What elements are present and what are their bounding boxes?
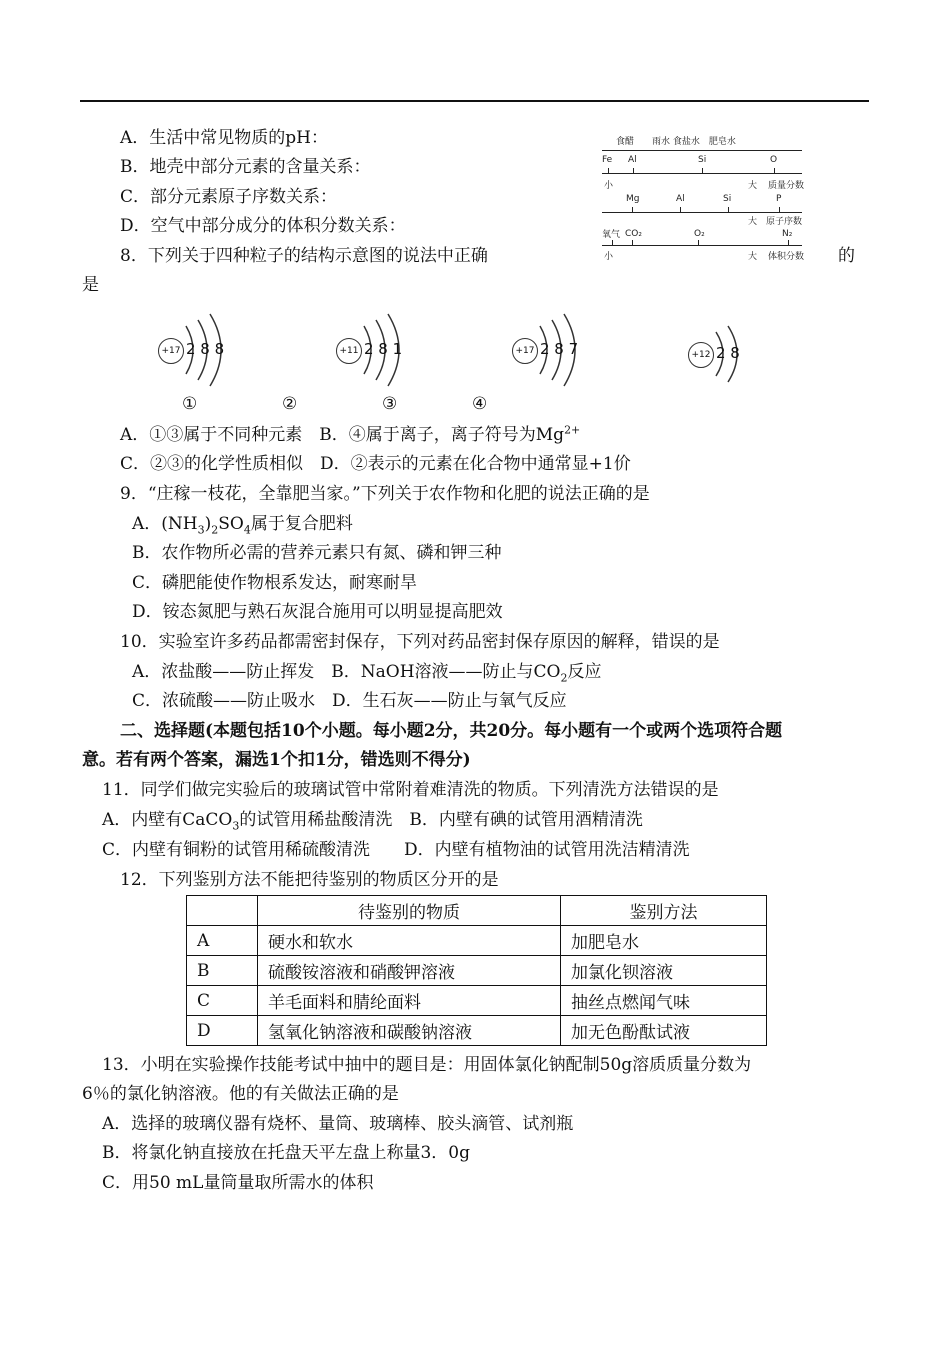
- scale-row2-caption: 质量分数: [768, 181, 805, 191]
- q12-stem: 12．下列鉴别方法不能把待鉴别的物质区分开的是: [120, 870, 499, 890]
- q11-subscript: 3: [232, 819, 240, 833]
- table-cell: 加肥皂水: [561, 926, 767, 956]
- q11-stem: 11．同学们做完实验后的玻璃试管中常附着难清洗的物质。下列清洗方法错误的是: [102, 780, 719, 800]
- atom-label-2: ②: [282, 394, 298, 414]
- q8-ion-charge: 2+: [564, 423, 581, 437]
- q13-option-c: C．用50 mL量筒量取所需水的体积: [102, 1173, 374, 1193]
- scale-row2-label-0: Fe: [602, 155, 613, 165]
- table-cell: 硬水和软水: [258, 926, 561, 956]
- table-cell: 羊毛面料和腈纶面料: [258, 986, 561, 1016]
- scale-row3-label-3: P: [776, 194, 782, 204]
- table-cell: 加无色酚酞试液: [561, 1016, 767, 1046]
- table-cell: C: [187, 986, 258, 1016]
- q11-options-ab-part: A．内壁有CaCO: [102, 810, 233, 830]
- table-cell: A: [187, 926, 258, 956]
- scale-row3-label-1: Al: [676, 194, 685, 204]
- scale-row2-label-3: O: [770, 155, 778, 165]
- q9-option-c: C．磷肥能使作物根系发达，耐寒耐旱: [132, 573, 418, 593]
- q10-stem: 10．实验室许多药品都需密封保存，下列对药品密封保存原因的解释，错误的是: [120, 632, 720, 652]
- section2-heading-wrap: 意。若有两个答案，漏选1个扣1分，错选则不得分): [82, 750, 471, 770]
- q7-option-c: C．部分元素原子序数关系：: [120, 187, 338, 207]
- atom-electrons: 2 8 1: [364, 340, 403, 358]
- scale-row2-small: 小: [604, 181, 614, 191]
- q7-option-a: A．生活中常见物质的pH：: [120, 128, 328, 148]
- q10-options-ab: [132, 660, 602, 684]
- q11-options-ab-part: 的试管用稀盐酸清洗 B．内壁有碘的试管用酒精清洗: [239, 810, 643, 830]
- q9-option-a-part: 属于复合肥料: [250, 514, 353, 534]
- scale-row4-label-2: O₂: [694, 229, 705, 239]
- scale-row3-label-2: Si: [723, 194, 732, 204]
- atom-diagram-1: [156, 310, 268, 390]
- section2-heading: 二、选择题(本题包括10个小题。每小题2分，共20分。每小题有一个或两个选项符合题: [120, 721, 783, 741]
- q8-options-cd: C．②③的化学性质相似 D．②表示的元素在化合物中通常显+1价: [120, 454, 631, 474]
- table-row: [187, 926, 767, 956]
- q12-table: [186, 895, 767, 1046]
- q9-subscript: 2: [211, 523, 219, 537]
- scale-row4-label-0: 氧气: [602, 230, 621, 240]
- scale-row3-axis: [602, 212, 802, 213]
- q11-options-cd: C．内壁有铜粉的试管用稀硫酸清洗 D．内壁有植物油的试管用洗洁精清洗: [102, 840, 690, 860]
- scale-row1-axis: [602, 150, 802, 151]
- atom-label-4: ④: [472, 394, 488, 414]
- q13-option-a: A．选择的玻璃仪器有烧杯、量筒、玻璃棒、胶头滴管、试剂瓶: [102, 1114, 574, 1134]
- q10-options-ab-part: A．浓盐酸——防止挥发 B．NaOH溶液——防止与CO: [132, 662, 561, 682]
- scale-row2-label-1: Al: [628, 155, 637, 165]
- scale-row2-label-2: Si: [698, 155, 707, 165]
- atom-nucleus: +11: [336, 338, 362, 364]
- table-cell: 氢氧化钠溶液和碳酸钠溶液: [258, 1016, 561, 1046]
- q13-stem-wrap: 6％的氯化钠溶液。他的有关做法正确的是: [82, 1084, 399, 1104]
- atom-diagram-2: [334, 310, 446, 390]
- scale-row2-large: 大: [748, 181, 758, 191]
- atom-diagram-4: [686, 314, 798, 394]
- q13-stem: 13．小明在实验操作技能考试中抽中的题目是：用固体氯化钠配制50g溶质质量分数为: [102, 1055, 752, 1075]
- atom-nucleus: +17: [158, 338, 184, 364]
- table-row: [187, 1016, 767, 1046]
- q9-stem: 9．“庄稼一枝花，全靠肥当家。”下列关于农作物和化肥的说法正确的是: [120, 484, 650, 504]
- q9-option-d: D．铵态氮肥与熟石灰混合施用可以明显提高肥效: [132, 602, 503, 622]
- atom-label-3: ③: [382, 394, 398, 414]
- q7-option-d: D．空气中部分成分的体积分数关系：: [120, 216, 406, 236]
- table-cell: 抽丝点燃闻气味: [561, 986, 767, 1016]
- table-header-cell: 待鉴别的物质: [258, 896, 561, 926]
- scale-row2-axis: [602, 173, 802, 174]
- table-header-row: [187, 896, 767, 926]
- q9-option-a-part: A．(NH: [132, 514, 198, 534]
- q13-option-b: B．将氯化钠直接放在托盘天平左盘上称量3．0g: [102, 1143, 471, 1163]
- q8-stem-wrap: 是: [82, 275, 99, 295]
- table-cell: 加氯化钡溶液: [561, 956, 767, 986]
- scale-diagram: [598, 128, 830, 276]
- atom-electrons: 2 8 8: [186, 340, 225, 358]
- q8-options-ab: [120, 423, 580, 447]
- q9-subscript: 3: [197, 523, 205, 537]
- scale-row4-label-3: N₂: [782, 229, 793, 239]
- q10-options-cd: C．浓硫酸——防止吸水 D．生石灰——防止与氧气反应: [132, 691, 567, 711]
- scale-row3-caption: 大 原子序数: [748, 217, 803, 227]
- q10-options-ab-part: 反应: [567, 662, 602, 682]
- q8-stem: 8．下列关于四种粒子的结构示意图的说法中正确: [120, 246, 488, 266]
- q7-option-b: B．地壳中部分元素的含量关系：: [120, 157, 371, 177]
- table-cell: 硫酸铵溶液和硝酸钾溶液: [258, 956, 561, 986]
- q9-subscript: 4: [243, 523, 251, 537]
- scale-row4-label-1: CO₂: [625, 229, 642, 239]
- atom-diagram-3: [510, 310, 622, 390]
- table-row: [187, 956, 767, 986]
- q9-option-a-part: ): [204, 514, 212, 534]
- scale-row4-small: 小: [604, 252, 614, 262]
- atom-nucleus: +12: [688, 342, 714, 368]
- scale-row4-large: 大: [748, 252, 758, 262]
- top-rule: [80, 100, 869, 102]
- table-header-cell: [187, 896, 258, 926]
- scale-row1-labels: 食醋 雨水 食盐水 肥皂水: [616, 137, 736, 147]
- scale-row3-label-0: Mg: [626, 194, 640, 204]
- atom-electrons: 2 8 7: [540, 340, 579, 358]
- q9-option-a-part: SO: [218, 514, 244, 534]
- q8-options-ab-text: A．①③属于不同种元素 B．④属于离子，离子符号为Mg: [120, 425, 565, 445]
- atom-electrons: 2 8: [716, 344, 740, 362]
- q9-option-b: B．农作物所必需的营养元素只有氮、磷和钾三种: [132, 543, 502, 563]
- scale-row4-axis: [602, 245, 802, 246]
- q11-options-ab: [102, 808, 643, 832]
- atom-label-1: ①: [182, 394, 198, 414]
- table-header-cell: 鉴别方法: [561, 896, 767, 926]
- table-row: [187, 986, 767, 1016]
- table-cell: B: [187, 956, 258, 986]
- atom-nucleus: +17: [512, 338, 538, 364]
- q8-stem-tail: 的: [838, 246, 855, 266]
- scale-row4-caption: 体积分数: [768, 252, 805, 262]
- table-cell: D: [187, 1016, 258, 1046]
- q9-option-a: [132, 512, 353, 536]
- q10-subscript: 2: [560, 671, 568, 685]
